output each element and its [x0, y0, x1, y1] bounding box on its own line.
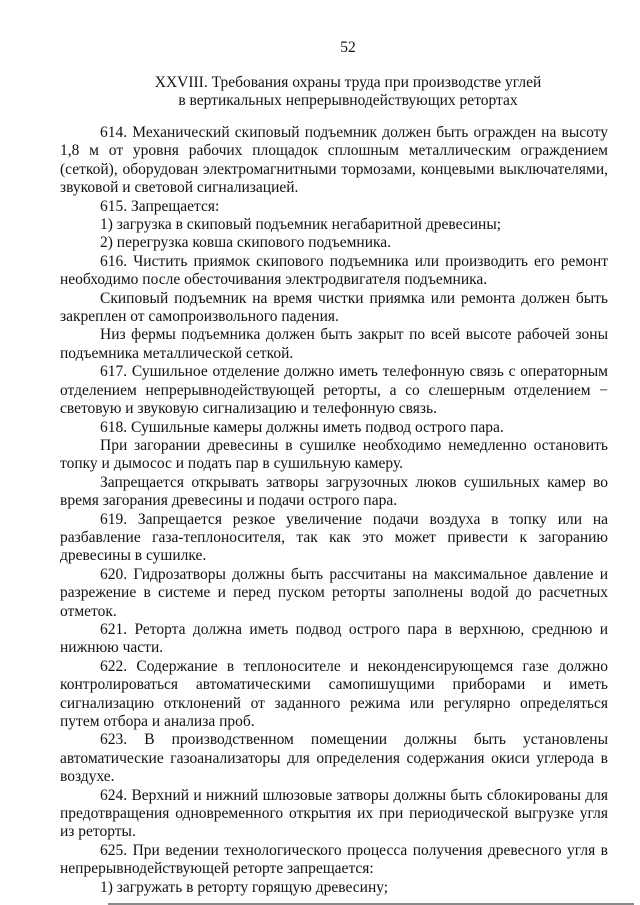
paragraph-618-fire: При загорании древесины в сушилке необходимо немедленно остановить топку и дымосос и подать пар в сушильную камеру.	[60, 436, 608, 473]
body-text	[60, 124, 608, 897]
paragraph-615: 615. Запрещается:	[100, 197, 220, 215]
page-number: 52	[340, 39, 356, 56]
paragraph-624: 624. Верхний и нижний шлюзовые затворы должны быть сблокированы для предотвращения одновременного открытия их при периодической выгрузке угля из реторты.	[60, 786, 608, 841]
paragraph-616-skip-lift: Скиповый подъемник на время чистки приямка или ремонта должен быть закреплен от самопроизвольного падения.	[60, 289, 608, 326]
paragraph-616: 616. Чистить приямок скипового подъемника или производить его ремонт необходимо после обесточивания электродвигателя подъемника.	[60, 252, 608, 289]
paragraph-625: 625. При ведении технологического процесса получения древесного угля в непрерывнодействующей реторте запрещается:	[60, 841, 608, 878]
paragraph-622: 622. Содержание в теплоносителе и неконденсирующемся газе должно контролироваться автоматическими самопишущими приборами и иметь сигнализацию отклонений от заданного режима или регулярно определяться путем отбора и анализа проб.	[60, 657, 608, 730]
section-title-line-2: в вертикальных непрерывнодействующих ретортах	[178, 92, 518, 109]
list-item-625-1: 1) загружать в реторту горящую древесину;	[100, 878, 389, 896]
section-title-line-1: XXVIII. Требования охраны труда при производстве углей	[154, 74, 542, 91]
paragraph-618-hatches: Запрещается открывать затворы загрузочных люков сушильных камер во время загорания древесины и подачи острого пара.	[60, 473, 608, 510]
paragraph-616-truss: Низ фермы подъемника должен быть закрыт по всей высоте рабочей зоны подъемника металлической сеткой.	[60, 326, 608, 362]
paragraph-623: 623. В производственном помещении должны быть установлены автоматические газоанализаторы для определения содержания окиси углерода в воздухе.	[60, 731, 608, 786]
paragraph-618: 618. Сушильные камеры должны иметь подвод острого пара.	[100, 418, 504, 436]
list-item-615-2: 2) перегрузка ковша скипового подъемника.	[100, 234, 392, 252]
list-item-615-1: 1) загрузка в скиповый подъемник негабаритной древесины;	[100, 216, 502, 234]
paragraph-614: 614. Механический скиповый подъемник должен быть огражден на высоту 1,8 м от уровня рабочих площадок сплошным металлическим ограждением (сеткой), оборудован электромагнитными тормозами, концевыми выключателями, звуковой и световой сигнализацией.	[60, 124, 608, 197]
paragraph-617: 617. Сушильное отделение должно иметь телефонную связь с операторным отделением непрерывнодействующей реторты, а со слешерным отделением − световую и звуковую сигнализацию и телефонную связь.	[60, 363, 608, 418]
paragraph-619: 619. Запрещается резкое увеличение подачи воздуха в топку или на разбавление газа-теплоносителя, так как это может привести к загоранию древесины в сушилке.	[60, 510, 608, 565]
paragraph-620: 620. Гидрозатворы должны быть рассчитаны на максимальное давление и разрежение в системе и перед пуском реторты заполнены водой до расчетных отметок.	[60, 565, 608, 620]
section-title	[88, 74, 608, 110]
paragraph-621: 621. Реторта должна иметь подвод острого пара в верхнюю, среднюю и нижнюю части.	[60, 620, 608, 657]
